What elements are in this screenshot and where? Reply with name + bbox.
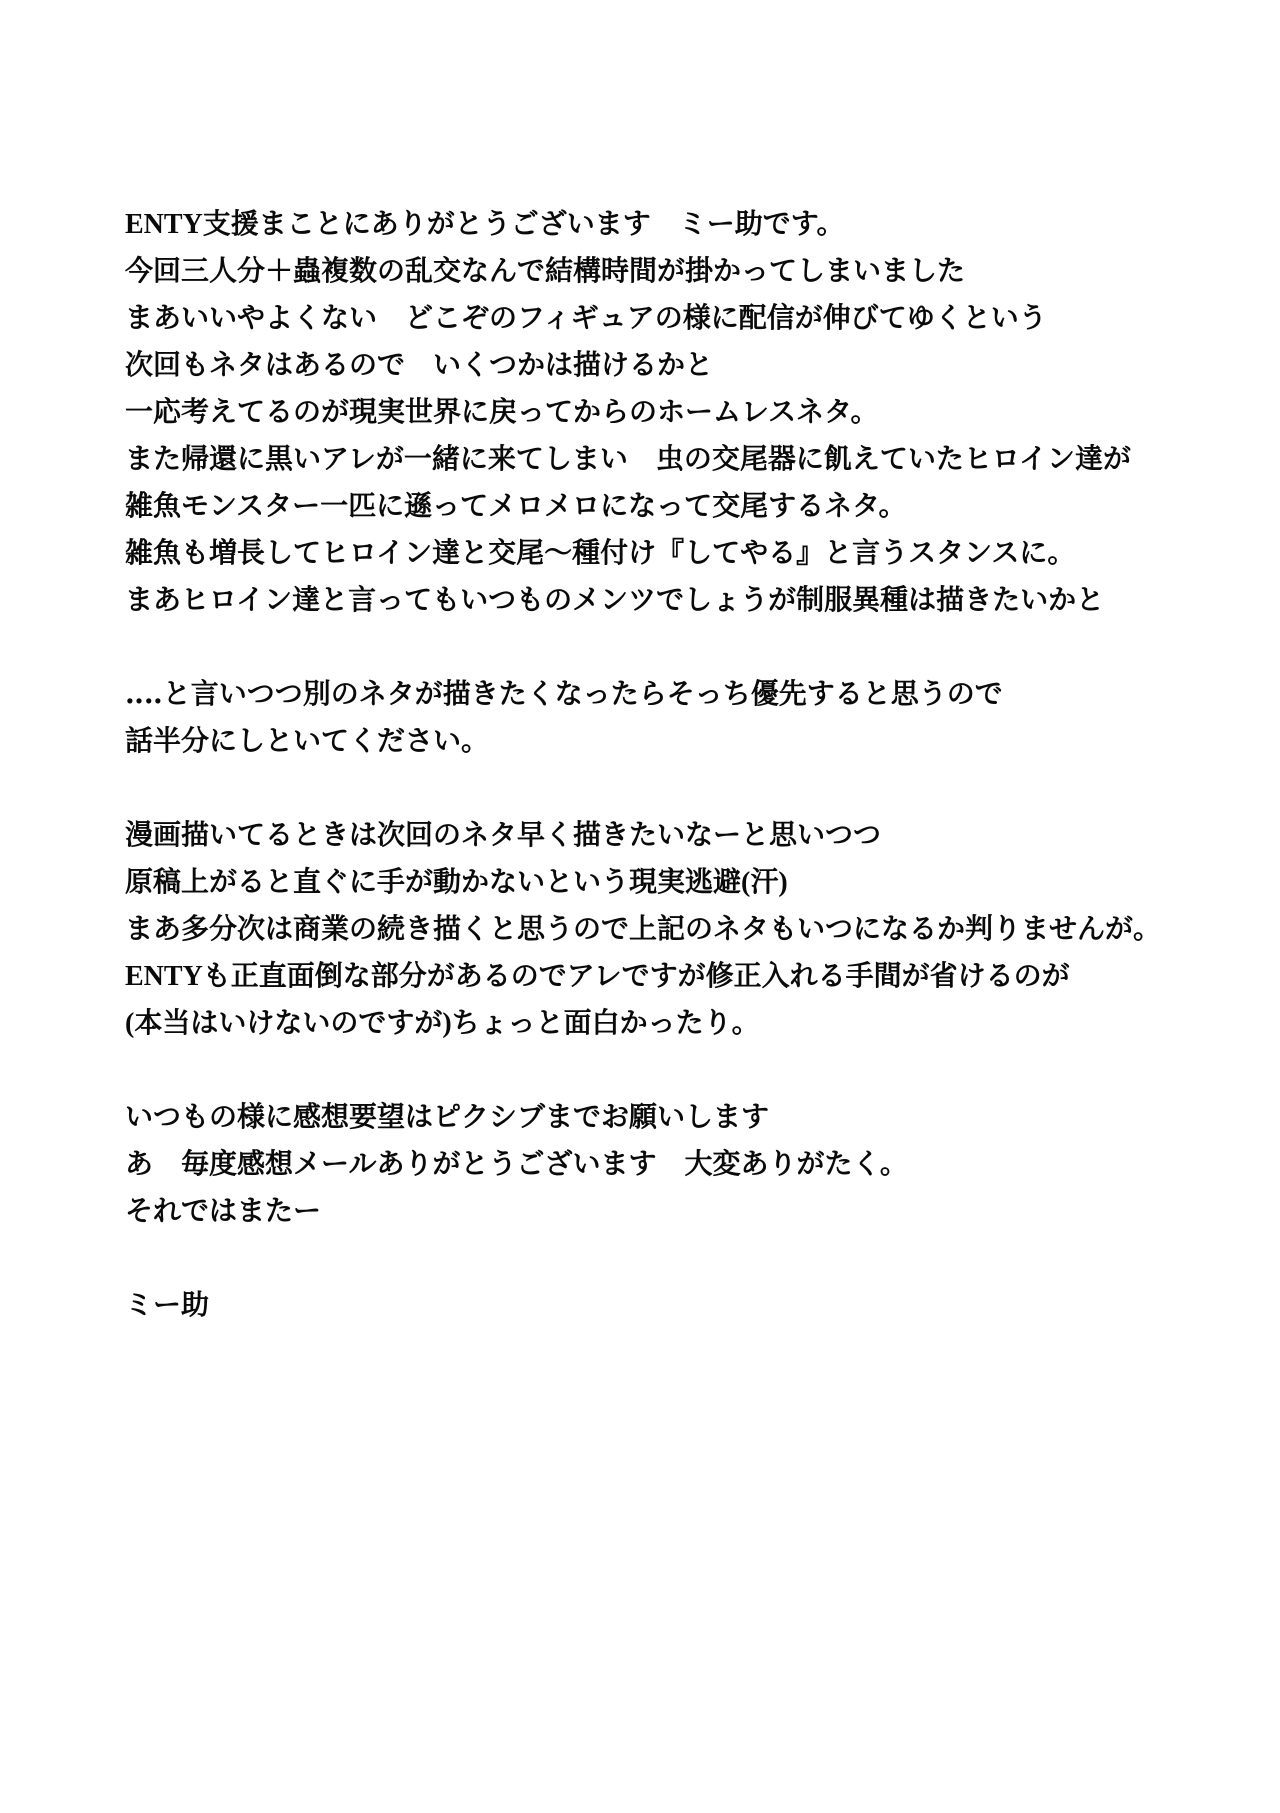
text-line: 漫画描いてるときは次回のネタ早く描きたいなーと思いつつ <box>125 820 882 851</box>
text-line: 話半分にしといてください。 <box>125 726 490 757</box>
text-line: それではまたー <box>125 1196 322 1227</box>
signature <box>125 1282 1220 1329</box>
text-line: まあいいやよくない どこぞのフィギュアの様に配信が伸びてゆくという <box>125 303 1047 334</box>
text-line: また帰還に黒いアレが一緒に来てしまい 虫の交尾器に飢えていたヒロイン達が <box>125 444 1132 475</box>
text-line: ENTYも正直面倒な部分があるのでアレですが修正入れる手間が省けるのが <box>125 961 1070 992</box>
text-line: 一応考えてるのが現実世界に戻ってからのホームレスネタ。 <box>125 397 879 428</box>
text-line: 原稿上がると直ぐに手が動かないという現実逃避(汗) <box>125 867 788 898</box>
text-line: 今回三人分＋蟲複数の乱交なんで結構時間が掛かってしまいました <box>125 256 966 287</box>
paragraph-plans <box>125 812 1220 1047</box>
paragraph-intro <box>125 201 1220 624</box>
text-line: ‥‥と言いつつ別のネタが描きたくなったらそっち優先すると思うので <box>125 679 1003 710</box>
text-line: まあヒロイン達と言ってもいつものメンツでしょうが制服異種は描きたいかと <box>125 585 1105 616</box>
text-line: いつもの様に感想要望はピクシブまでお願いします <box>125 1102 770 1133</box>
author-signature: ミー助 <box>125 1290 210 1321</box>
text-line: (本当はいけないのですが)ちょっと面白かったり。 <box>125 1008 760 1039</box>
text-line: ENTY支援まことにありがとうございます ミー助です。 <box>125 209 845 240</box>
paragraph-caveat <box>125 671 1220 765</box>
paragraph-closing <box>125 1094 1220 1235</box>
afterword-text <box>125 201 1220 1329</box>
text-line: 雑魚も増長してヒロイン達と交尾～種付け『してやる』と言うスタンスに。 <box>125 538 1076 569</box>
text-line: あ 毎度感想メールありがとうございます 大変ありがたく。 <box>125 1149 908 1180</box>
text-line: 雑魚モンスター一匹に遜ってメロメロになって交尾するネタ。 <box>125 491 907 522</box>
text-line: まあ多分次は商業の続き描くと思うので上記のネタもいつになるか判りませんが。 <box>125 914 1162 945</box>
text-line: 次回もネタはあるので いくつかは描けるかと <box>125 350 714 381</box>
